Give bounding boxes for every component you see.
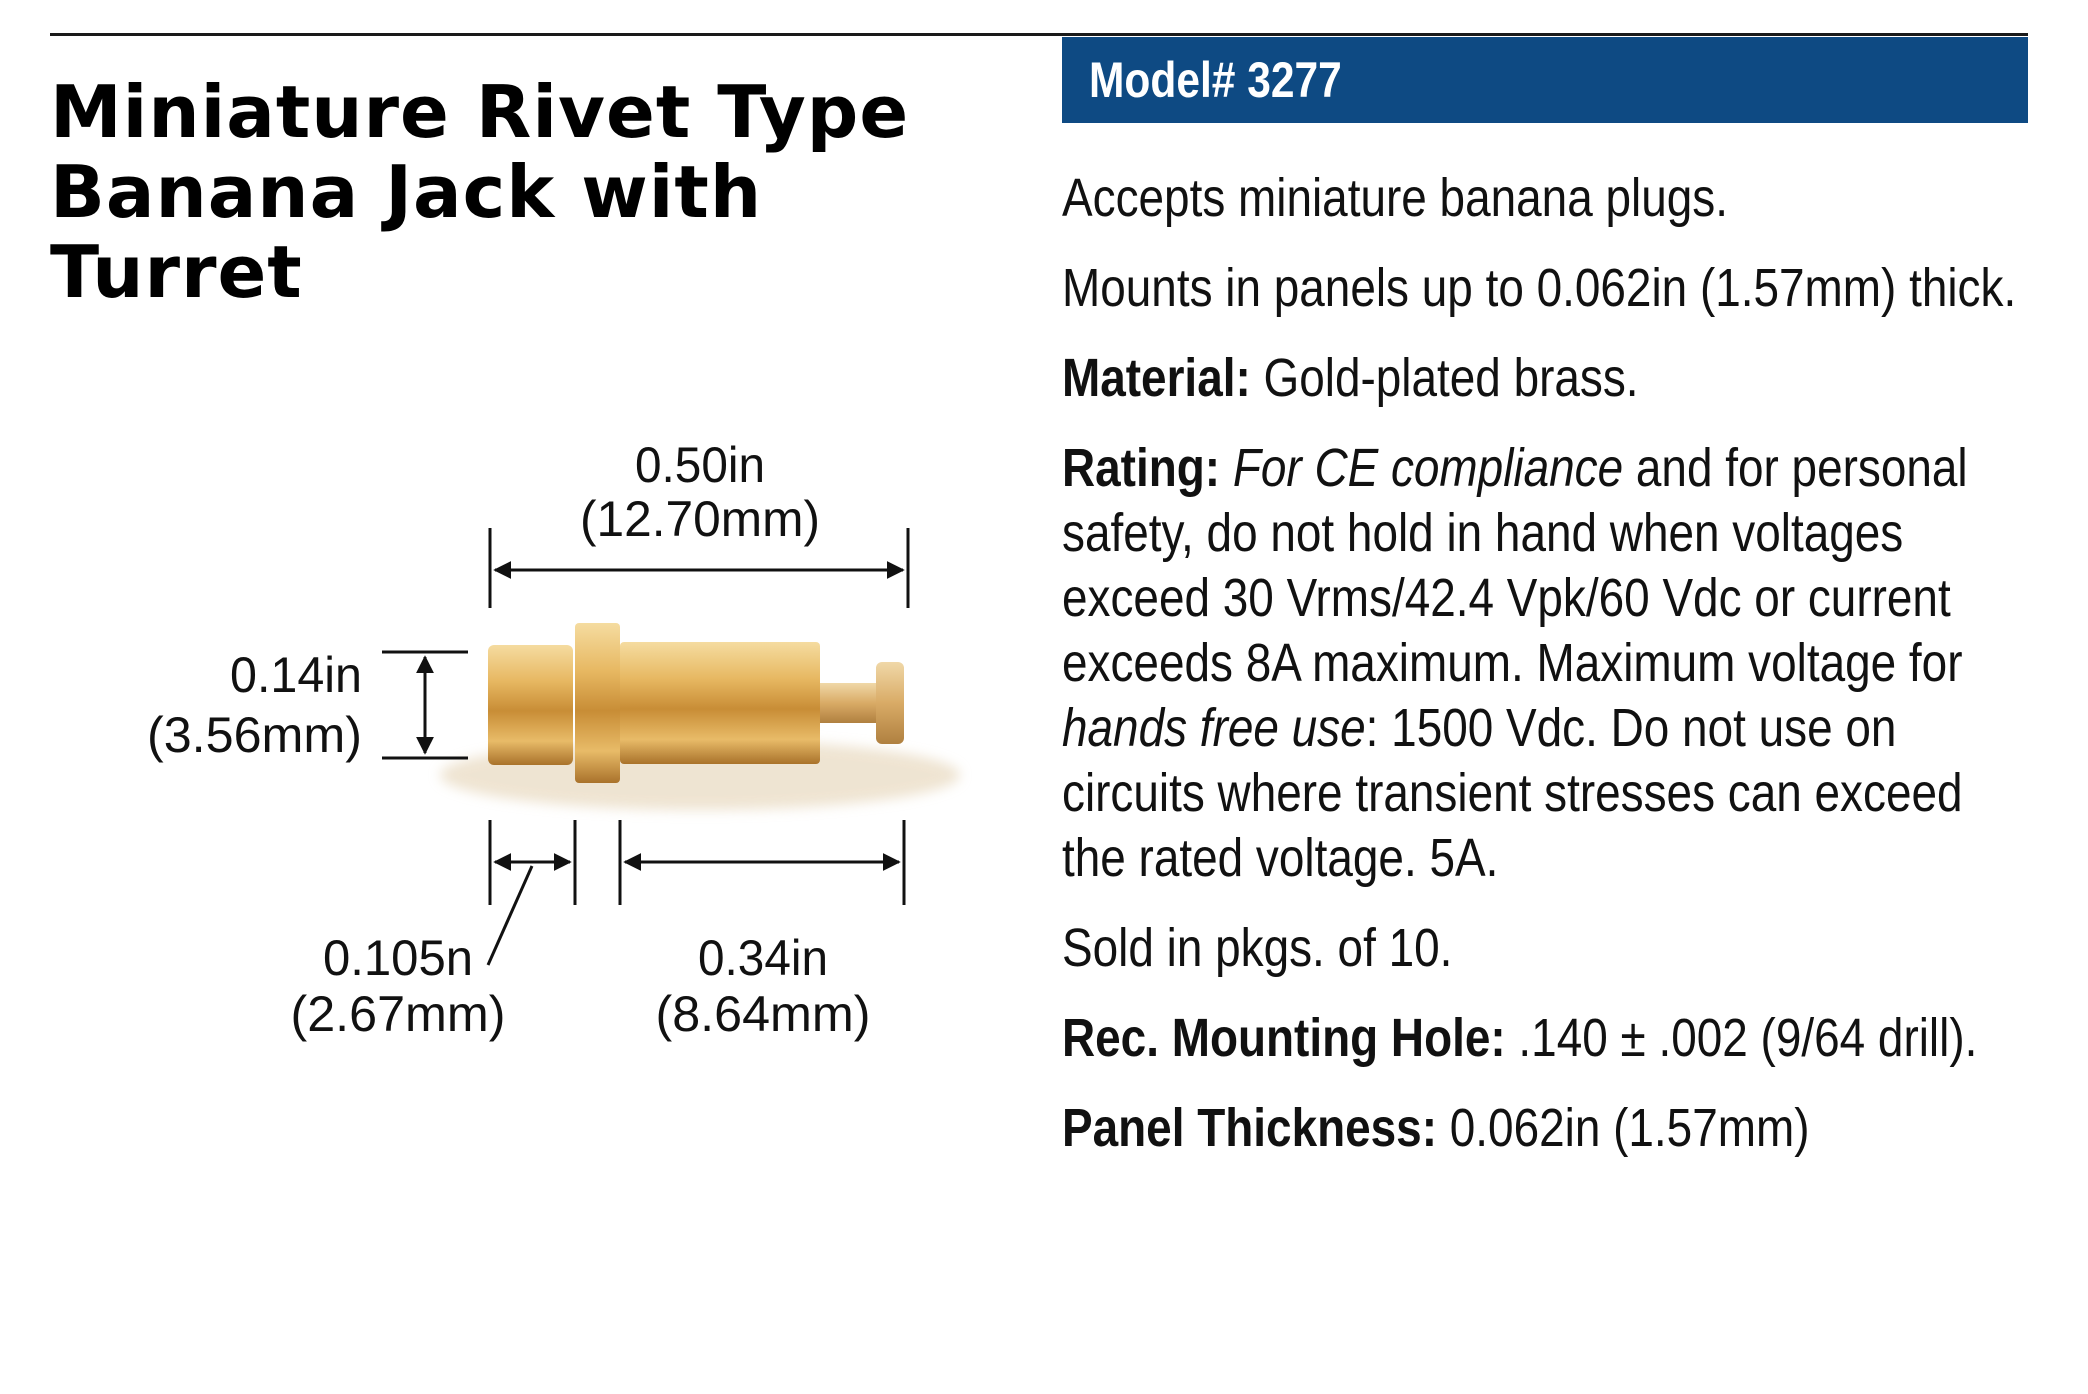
diameter-dimension [147, 647, 468, 763]
rating-ce-compliance: For CE compliance [1232, 438, 1624, 498]
body-length-in: 0.34in [698, 930, 828, 986]
material-value: Gold-plated brass. [1250, 348, 1639, 408]
head-length-mm: (2.67mm) [290, 986, 506, 1042]
overall-length-dimension [490, 437, 908, 608]
head-length-in: 0.105n [323, 930, 473, 986]
spec-mounting-hole [1062, 1006, 2023, 1071]
material-label: Material: [1062, 348, 1251, 408]
product-title [50, 72, 950, 312]
hole-label: Rec. Mounting Hole: [1062, 1008, 1506, 1068]
hole-value: .140 ± .002 (9/64 drill). [1505, 1008, 1978, 1068]
body-length-dimension [620, 820, 904, 1042]
title-line-3: Turret [50, 230, 303, 314]
rating-hands-free: hands free use [1062, 698, 1366, 758]
rating-text-2: : 1500 Vdc. Do not use on circuits where transient stresses can exceed the rated voltage. 5A. [1062, 698, 1963, 888]
body-length-mm: (8.64mm) [655, 986, 871, 1042]
spec-panel-thickness [1062, 1096, 2023, 1161]
model-number: Model# 3277 [1089, 52, 1342, 108]
panel-label: Panel Thickness: [1062, 1098, 1438, 1158]
spec-mounts: Mounts in panels up to 0.062in (1.57mm) thick. [1062, 258, 2017, 318]
title-line-1: Miniature Rivet Type [50, 70, 910, 154]
spec-material [1062, 346, 2023, 411]
spec-sold: Sold in pkgs. of 10. [1062, 918, 1453, 978]
spec-accepts: Accepts miniature banana plugs. [1062, 168, 1728, 228]
rating-text-1: and for personal safety, do not hold in hand when voltages exceed 30 Vrms/42.4 Vpk/60 Vdc or current exceeds 8A maximum. Maximum voltage for [1062, 438, 1968, 693]
banana-jack-image [440, 623, 960, 810]
dimension-drawing [0, 400, 1000, 1100]
diameter-in: 0.14in [230, 647, 362, 703]
top-rule [50, 33, 2028, 36]
spec-list [1062, 166, 2023, 1186]
title-line-2: Banana Jack with [50, 150, 763, 234]
model-header-bar [1062, 37, 2028, 123]
head-length-dimension [291, 820, 576, 1042]
overall-length-mm: (12.70mm) [580, 491, 820, 547]
overall-length-in: 0.50in [635, 437, 765, 493]
rating-label: Rating: [1062, 438, 1221, 498]
diameter-mm: (3.56mm) [147, 707, 362, 763]
spec-rating [1062, 436, 2023, 891]
panel-value: 0.062in (1.57mm) [1437, 1098, 1810, 1158]
